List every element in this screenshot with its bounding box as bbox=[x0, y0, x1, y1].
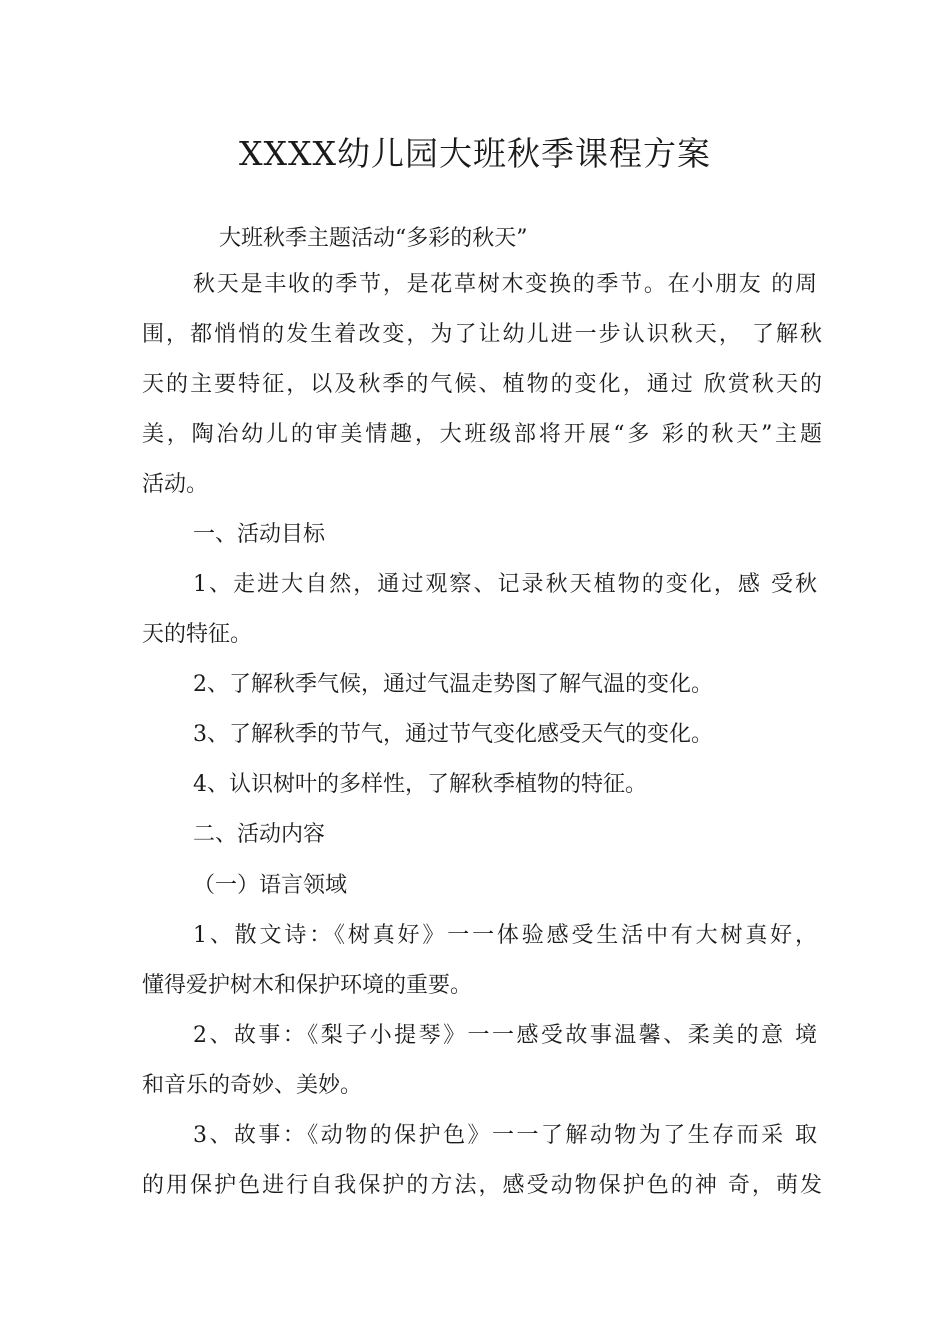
paragraph-line: 秋天是丰收的季节，是花草树木变换的季节。在小朋友 的周 bbox=[193, 272, 817, 297]
paragraph-line: 美，陶冶幼儿的审美情趣，大班级部将开展“多 彩的秋天”主题 bbox=[142, 422, 822, 447]
list-item-line: 2、故事：《梨子小提琴》一一感受故事温馨、柔美的意 境 bbox=[193, 1023, 817, 1048]
list-item-line: 3、故事：《动物的保护色》一一了解动物为了生存而采 取 bbox=[193, 1123, 817, 1148]
list-item-line: 和音乐的奇妙、美妙。 bbox=[142, 1073, 363, 1098]
list-item-line: 2、了解秋季气候，通过气温走势图了解气温的变化。 bbox=[193, 672, 713, 697]
list-item-line: 天的特征。 bbox=[142, 622, 253, 647]
list-item-line: 4、认识树叶的多样性，了解秋季植物的特征。 bbox=[193, 772, 647, 797]
list-item-line: 3、了解秋季的节气，通过节气变化感受天气的变化。 bbox=[193, 722, 713, 747]
paragraph-line: 天的主要特征，以及秋季的气候、植物的变化，通过 欣赏秋天的 bbox=[142, 372, 822, 397]
paragraph-line: 围，都悄悄的发生着改变，为了让幼儿进一步认识秋天， 了解秋 bbox=[142, 322, 822, 347]
section-heading: 二、活动内容 bbox=[193, 822, 326, 847]
paragraph-line: 活动。 bbox=[142, 472, 209, 497]
subsection-heading: （一）语言领域 bbox=[193, 873, 348, 898]
list-item-line: 懂得爱护树木和保护环境的重要。 bbox=[142, 973, 473, 998]
subtitle-line: 大班秋季主题活动“多彩的秋天” bbox=[219, 226, 528, 251]
list-item-line: 的用保护色进行自我保护的方法，感受动物保护色的神 奇，萌发 bbox=[142, 1173, 822, 1198]
document-title: XXXX幼儿园大班秋季课程方案 bbox=[239, 134, 711, 173]
list-item-line: 1、散文诗：《树真好》一一体验感受生活中有大树真好， bbox=[193, 923, 817, 948]
section-heading: 一、活动目标 bbox=[193, 522, 326, 547]
list-item-line: 1、走进大自然，通过观察、记录秋天植物的变化，感 受秋 bbox=[193, 572, 817, 597]
